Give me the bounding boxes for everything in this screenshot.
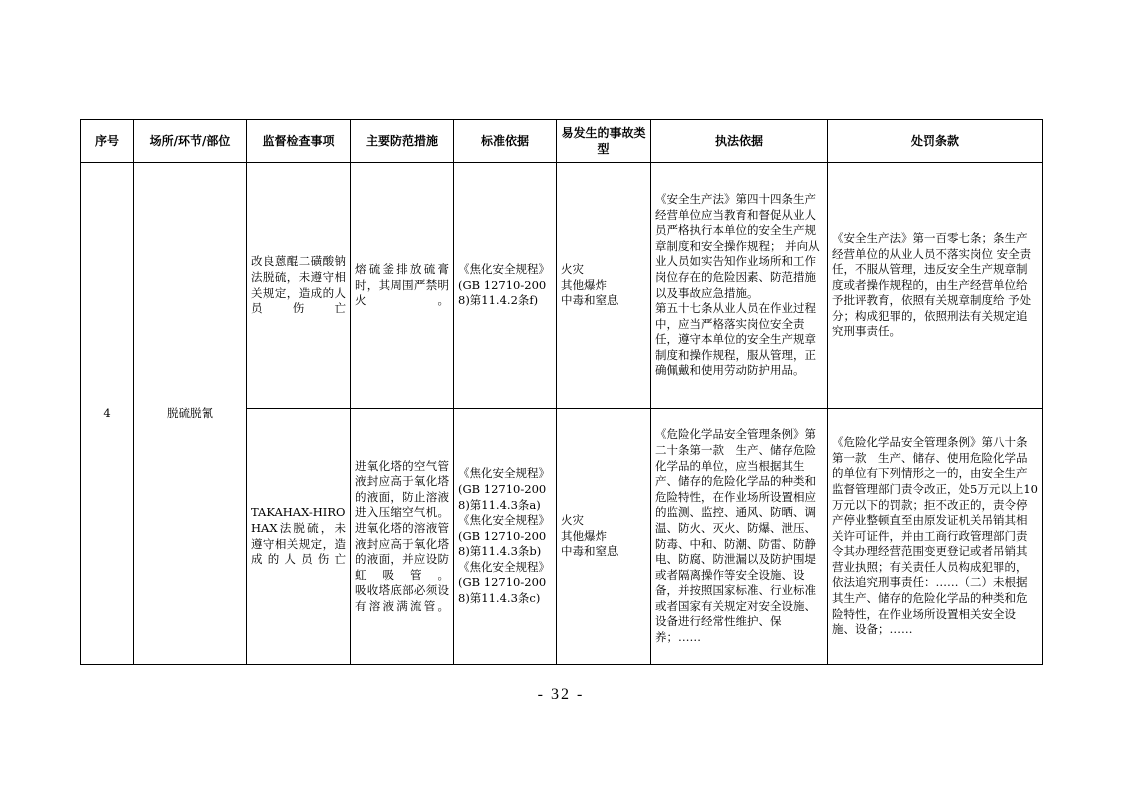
law-basis: 《安全生产法》第四十四条生产经营单位应当教育和督促从业人员严格执行本单位的安全生产规章制度和安全操作规程； 并向从业人员如实告知作业场所和工作岗位存在的危险因素、防范措施以及事故应急措施。 第五十七条从业人员在作业过程中，应当严格落实岗位安全责任，遵守本单位的安全生产规章制度和操作规程，服从管理，正确佩戴和使用劳动防护用品。 [651, 163, 828, 409]
accident-type: 火灾 其他爆炸 中毒和窒息 [557, 409, 651, 665]
inspection-item: TAKAHAX-HIROHAX法脱硫，未遵守相关规定，造成的人员伤亡 [247, 409, 351, 665]
penalty-clause: 《危险化学品安全管理条例》第八十条第一款 生产、储存、使用危险化学品的单位有下列情形之一的，由安全生产监督管理部门责令改正，处5万元以上10万元以下的罚款；拒不改正的，责令停产停业整顿直至由原发证机关吊销其相关许可证件，并由工商行政管理部门责令其办理经营范围变更登记或者吊销其营业执照；有关责任人员构成犯罪的，依法追究刑事责任：……（二）未根据其生产、储存的危险化学品的种类和危险特性，在作业场所设置相关安全设施、设备；…… [828, 409, 1043, 665]
page-number: - 32 - [537, 686, 585, 703]
row-number: 4 [81, 163, 134, 665]
penalty-clause: 《安全生产法》第一百零七条；条生产经营单位的从业人员不落实岗位 安全责任，不服从管理，违反安全生产规章制度或者操作规程的，由生产经营单位给予批评教育，依照有关规章制度给 予处分；构成犯罪的，依照刑法有关规定追究刑事责任。 [828, 163, 1043, 409]
header-standard: 标准依据 [454, 120, 557, 163]
law-basis: 《危险化学品安全管理条例》第二十条第一款 生产、储存危险化学品的单位，应当根据其生产、储存的危险化学品的种类和危险特性，在作业场所设置相应的监测、监控、通风、防晒、调温、防火、灭火、防爆、泄压、防毒、中和、防潮、防雷、防静电、防腐、防泄漏以及防护围堤或者隔离操作等安全设施、设备，并按照国家标准、行业标准或者国家有关规定对安全设施、设备进行经常性维护、保养；…… [651, 409, 828, 665]
accident-type: 火灾 其他爆炸 中毒和窒息 [557, 163, 651, 409]
header-law: 执法依据 [651, 120, 828, 163]
table-row [81, 163, 1043, 409]
prevention-measure: 进氧化塔的空气管液封应高于氧化塔的液面，防止溶液进入压缩空气机。 进氧化塔的溶液管液封应高于氧化塔的液面，并应设防虹吸管。 吸收塔底部必须设有溶液满流管。 [351, 409, 454, 665]
inspection-table [80, 119, 1043, 665]
standard-basis: 《焦化安全规程》(GB 12710-2008)第11.4.2条f) [454, 163, 557, 409]
prevention-measure: 熔硫釜排放硫膏时，其周围严禁明火。 [351, 163, 454, 409]
header-item: 监督检查事项 [247, 120, 351, 163]
header-penalty: 处罚条款 [828, 120, 1043, 163]
header-no: 序号 [81, 120, 134, 163]
header-measure: 主要防范措施 [351, 120, 454, 163]
table-header-row [81, 120, 1043, 163]
inspection-item: 改良蒽醌二磺酸钠法脱硫，未遵守相关规定，造成的人员伤亡 [247, 163, 351, 409]
header-accident: 易发生的事故类型 [557, 120, 651, 163]
standard-basis: 《焦化安全规程》(GB 12710-2008)第11.4.3条a) 《焦化安全规程》(GB 12710-2008)第11.4.3条b) 《焦化安全规程》(GB 12710-2008)第11.4.3条c) [454, 409, 557, 665]
header-place: 场所/环节/部位 [134, 120, 247, 163]
row-place: 脱硫脱氰 [134, 163, 247, 665]
